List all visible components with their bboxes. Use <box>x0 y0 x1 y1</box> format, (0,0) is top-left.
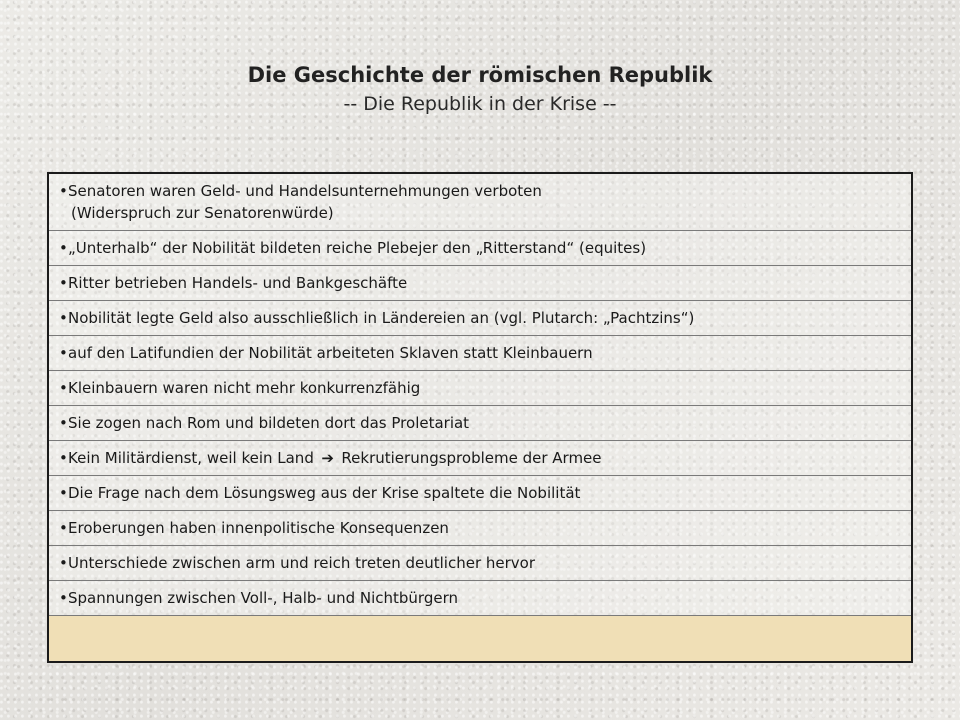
row-text: Kleinbauern waren nicht mehr konkurrenzfähig <box>68 379 421 397</box>
table-row <box>49 406 911 441</box>
bullet: • <box>59 449 68 467</box>
bullet: • <box>59 182 68 200</box>
table-row <box>49 511 911 546</box>
row-text: „Unterhalb“ der Nobilität bildeten reiche Plebejer den „Ritterstand“ (equites) <box>68 239 647 257</box>
table-row <box>49 441 911 476</box>
slide-title-block <box>0 60 960 118</box>
content-table <box>47 172 913 663</box>
row-text: Kein Militärdienst, weil kein Land <box>68 449 314 467</box>
table-footer-row <box>49 616 911 661</box>
table-row <box>49 336 911 371</box>
row-text: Eroberungen haben innenpolitische Konsequenzen <box>68 519 449 537</box>
bullet: • <box>59 274 68 292</box>
row-text: Unterschiede zwischen arm und reich treten deutlicher hervor <box>68 554 536 572</box>
row-text: auf den Latifundien der Nobilität arbeiteten Sklaven statt Kleinbauern <box>68 344 593 362</box>
row-text: Nobilität legte Geld also ausschließlich in Ländereien an (vgl. Plutarch: „Pachtzins“) <box>68 309 695 327</box>
table-row <box>49 476 911 511</box>
bullet: • <box>59 554 68 572</box>
arrow-right-icon: ➔ <box>321 449 334 467</box>
row-text: Senatoren waren Geld- und Handelsunternehmungen verboten <box>68 182 542 200</box>
row-text: Ritter betrieben Handels- und Bankgeschäfte <box>68 274 408 292</box>
row-text: Sie zogen nach Rom und bildeten dort das Proletariat <box>68 414 470 432</box>
bullet: • <box>59 414 68 432</box>
bullet: • <box>59 379 68 397</box>
row-text: Die Frage nach dem Lösungsweg aus der Krise spaltete die Nobilität <box>68 484 581 502</box>
table-row <box>49 231 911 266</box>
bullet: • <box>59 484 68 502</box>
table-row <box>49 546 911 581</box>
bullet: • <box>59 309 68 327</box>
bullet: • <box>59 344 68 362</box>
bullet: • <box>59 239 68 257</box>
table-row <box>49 581 911 616</box>
table-row <box>49 301 911 336</box>
bullet: • <box>59 589 68 607</box>
slide-title: Die Geschichte der römischen Republik <box>247 63 713 87</box>
table-row <box>49 266 911 301</box>
row-text: Rekrutierungsprobleme der Armee <box>341 449 602 467</box>
row-text-continuation: (Widerspruch zur Senatorenwürde) <box>71 204 334 222</box>
table-row <box>49 174 911 231</box>
bullet: • <box>59 519 68 537</box>
row-text: Spannungen zwischen Voll-, Halb- und Nichtbürgern <box>68 589 458 607</box>
table-row <box>49 371 911 406</box>
slide-subtitle: -- Die Republik in der Krise -- <box>343 93 617 115</box>
